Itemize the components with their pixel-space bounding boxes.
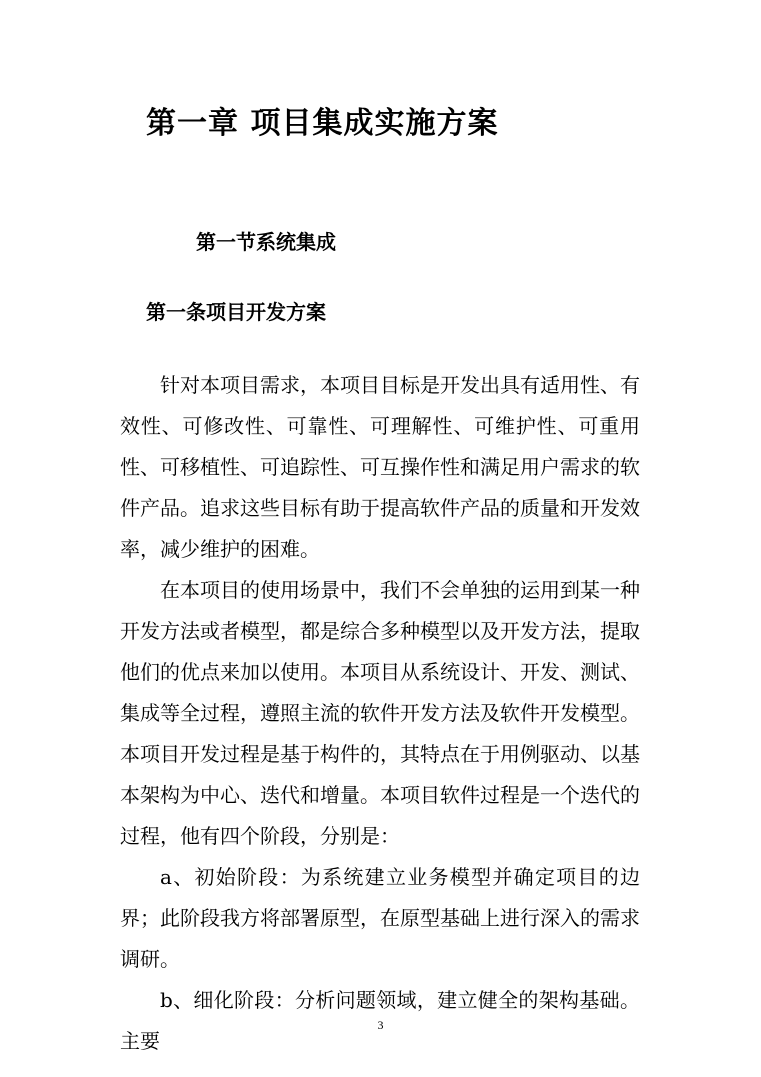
article-title: 第一条项目开发方案 <box>146 300 326 324</box>
paragraph-development-method: 在本项目的使用场景中，我们不会单独的运用到某一种开发方法或者模型，都是综合多种模型以及开发方法，提取他们的优点来加以使用。本项目从系统设计、开发、测试、集成等全过程，遵照主流的软件开发方法及软件开发模型。本项目开发过程是基于构件的，其特点在于用例驱动、以基本架构为中心、迭代和增量。本项目软件过程是一个迭代的过程，他有四个阶段，分别是： <box>120 578 640 848</box>
section-title: 第一节系统集成 <box>196 230 336 254</box>
paragraph-phase-b: b、细化阶段：分析问题领域，建立健全的架构基础。主要 <box>120 988 640 1053</box>
page-number: 3 <box>377 1018 384 1032</box>
paragraph-project-goals: 针对本项目需求，本项目目标是开发出具有适用性、有效性、可修改性、可靠性、可理解性、可维护性、可重用性、可移植性、可追踪性、可互操作性和满足用户需求的软件产品。追求这些目标有助于提高软件产品的质量和开发效率，减少维护的困难。 <box>120 373 640 561</box>
body-text <box>120 365 640 1062</box>
chapter-title: 第一章 项目集成实施方案 <box>146 106 499 141</box>
paragraph-phase-a: a、初始阶段：为系统建立业务模型并确定项目的边界；此阶段我方将部署原型，在原型基础上进行深入的需求调研。 <box>120 865 640 971</box>
